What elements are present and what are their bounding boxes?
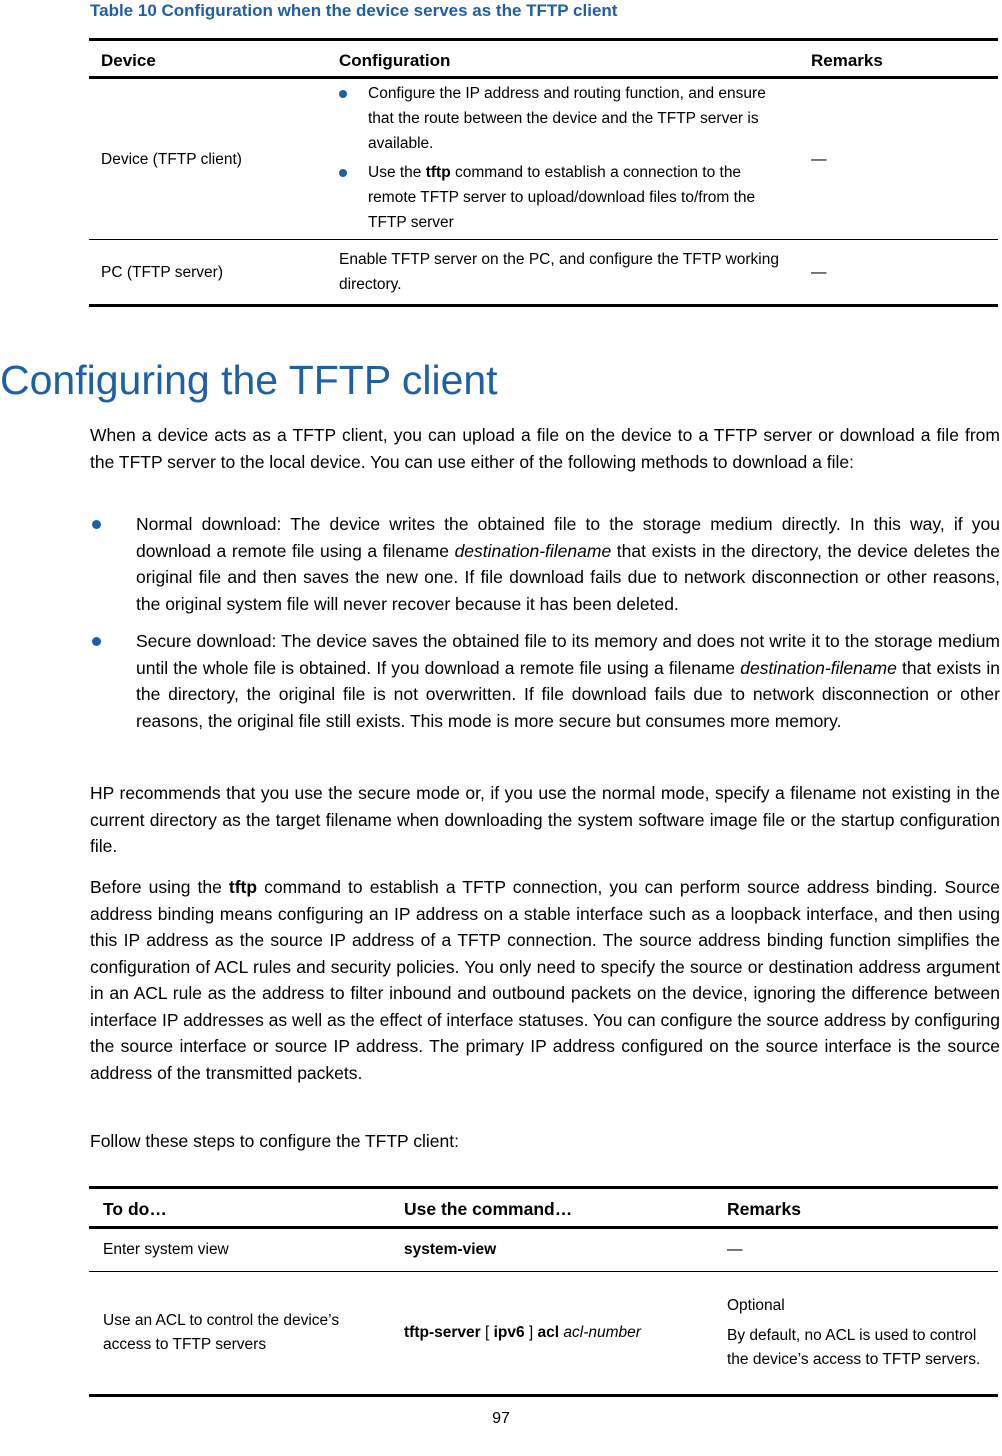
argument: destination-filename xyxy=(454,540,612,561)
page-number: 97 xyxy=(492,1410,510,1427)
config-step-text-pre: Use the xyxy=(368,164,426,181)
table-row xyxy=(89,240,998,306)
column-header-device: Device xyxy=(89,40,327,78)
argument: destination-filename xyxy=(740,657,897,678)
tftp-client-steps-table xyxy=(89,1186,998,1397)
todo-cell: Enter system view xyxy=(89,1228,390,1272)
device-cell: PC (TFTP server) xyxy=(89,240,327,306)
command-keyword: system-view xyxy=(404,1241,497,1258)
todo-cell: Use an ACL to control the device’s access to TFTP servers xyxy=(89,1272,390,1396)
column-header-todo: To do… xyxy=(89,1188,390,1228)
tftp-config-table xyxy=(89,38,998,307)
command-keyword: ipv6 xyxy=(493,1324,525,1341)
secure-download-paragraph xyxy=(136,628,1000,734)
configuration-cell: Enable TFTP server on the PC, and configure the TFTP working directory. xyxy=(327,240,799,306)
follow-steps-text: Follow these steps to configure the TFTP client: xyxy=(90,1131,459,1151)
text: that exists in the directory, the device deletes the original file and then saves the new one. If file download fails due to network disconnection or other reasons, the original system file will never recover because it has been deleted. xyxy=(136,540,1000,614)
command-cell xyxy=(390,1228,713,1272)
config-step-text: Configure the IP address and routing function, and ensure that the route between the device and the TFTP server is available. xyxy=(368,85,766,152)
command-cell xyxy=(390,1272,713,1396)
recommendation-paragraph: HP recommends that you use the secure mode or, if you use the normal mode, specify a filename not existing in the current directory as the target filename when downloading the system software image file or the startup configuration file. xyxy=(90,783,1000,856)
configuration-cell xyxy=(327,78,799,240)
list-item xyxy=(339,81,787,156)
command-keyword: tftp-server xyxy=(404,1324,481,1341)
bullet-icon xyxy=(92,637,101,646)
text: command to establish a TFTP connection, you can perform source address binding. Source address binding means configuring an IP address on a stable interface such as a loopback interface, and then using this IP address as the source IP address of a TFTP connection. The source address binding function simplifies the configuration of ACL rules and security policies. You only need to specify the source or destination address argument in an ACL rule as the address to filter inbound and outbound packets on the device, ignoring the difference between interface IP addresses as well as the effect of interface statuses. You can configure the source address by configuring the source interface or source IP address. The primary IP address configured on the source interface is the source address of the transmitted packets. xyxy=(90,877,1000,1083)
source-binding-paragraph xyxy=(90,874,1000,1086)
intro-paragraph: When a device acts as a TFTP client, you can upload a file on the device to a TFTP server or download a file from the TFTP server to the local device. You can use either of the following methods to download a file: xyxy=(90,425,1000,472)
table-row xyxy=(89,1228,998,1272)
bullet-icon xyxy=(339,90,347,98)
normal-download-paragraph xyxy=(136,511,1000,617)
remarks-cell: — xyxy=(799,78,998,240)
bullet-icon xyxy=(339,169,347,177)
text: Secure download: The device saves the obtained file to its memory and does not write it to the storage medium until the whole file is obtained. If you download a remote file using a filename xyxy=(136,631,1000,678)
table-caption: Table 10 Configuration when the device serves as the TFTP client xyxy=(90,1,618,20)
optional-label: Optional xyxy=(727,1297,785,1314)
text: that exists in the directory, the original file is not overwritten. If file download fails due to network disconnection or other reasons, the original file still exists. This mode is more secure but consumes more memory. xyxy=(136,657,1000,731)
list-item xyxy=(339,160,787,235)
command-keyword: tftp xyxy=(228,877,258,897)
command-syntax: [ xyxy=(480,1324,494,1341)
command-keyword: tftp xyxy=(425,164,451,181)
column-header-command: Use the command… xyxy=(390,1188,713,1228)
text: Before using the xyxy=(90,877,229,897)
text: Normal download: The device writes the obtained file to the storage medium directly. In this way, if you download a remote file using a filename xyxy=(136,514,1000,561)
device-cell: Device (TFTP client) xyxy=(89,78,327,240)
command-argument: acl-number xyxy=(563,1324,641,1341)
command-syntax: ] xyxy=(524,1324,538,1341)
default-remark: By default, no ACL is used to control the device’s access to TFTP servers. xyxy=(727,1327,981,1368)
remarks-cell: — xyxy=(799,240,998,306)
bullet-icon xyxy=(92,520,101,529)
column-header-remarks: Remarks xyxy=(713,1188,998,1228)
table-row xyxy=(89,78,998,240)
command-keyword: acl xyxy=(537,1324,560,1341)
table-row xyxy=(89,1272,998,1396)
remarks-cell: — xyxy=(713,1228,998,1272)
column-header-configuration: Configuration xyxy=(327,40,799,78)
remarks-cell xyxy=(713,1272,998,1396)
config-step-text-post: command to establish a connection to the remote TFTP server to upload/download files to/from the TFTP server xyxy=(368,164,756,231)
column-header-remarks: Remarks xyxy=(799,40,998,78)
section-title: Configuring the TFTP client xyxy=(0,357,498,403)
